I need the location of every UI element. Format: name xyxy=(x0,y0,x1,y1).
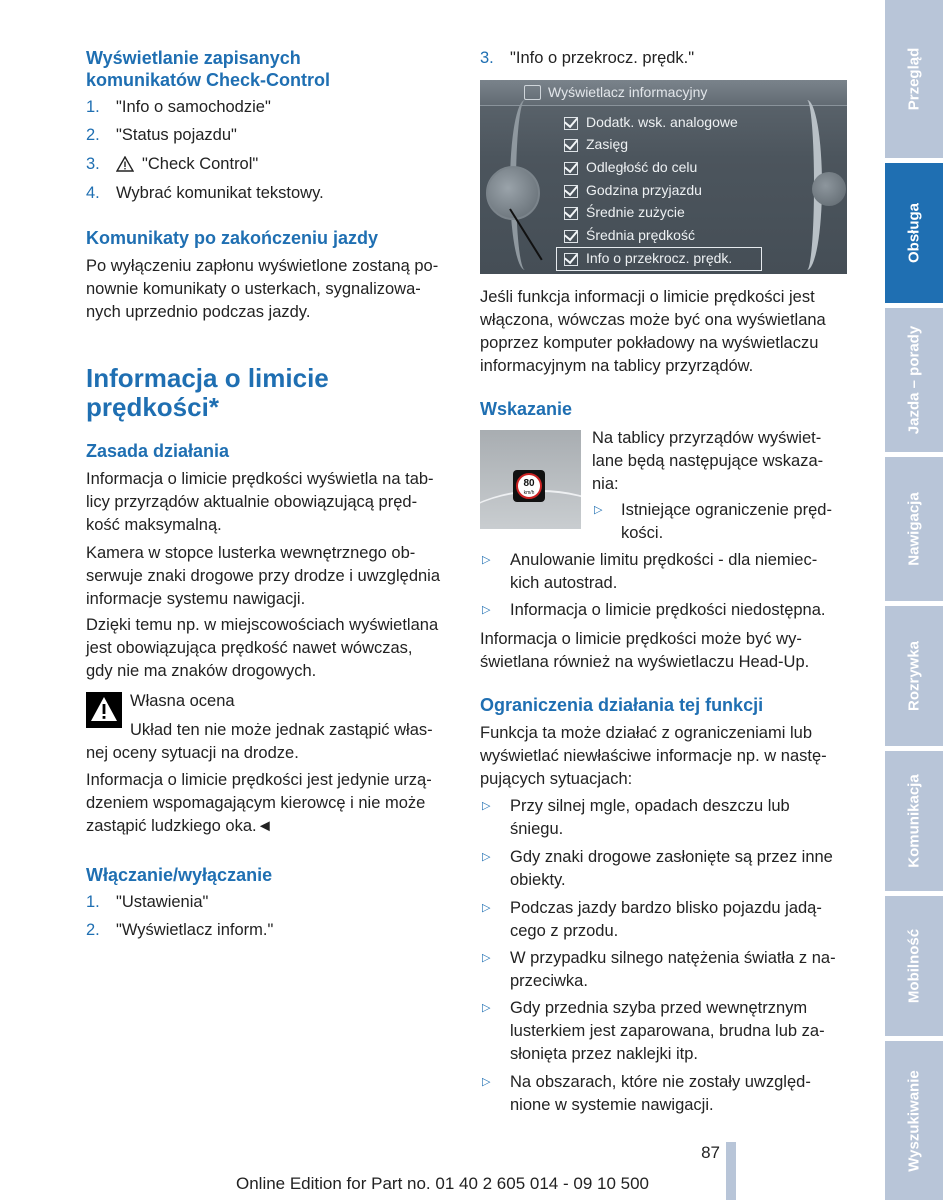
text-line: Gdy przednia szyba przed wewnętrznym xyxy=(510,999,808,1017)
text-line: Dzięki temu np. w miejscowościach wyświetlana xyxy=(86,616,439,634)
warning-title: Własna ocena xyxy=(130,692,235,710)
text-line: Informacja o limicie prędkości wyświetla na tab- xyxy=(86,470,434,488)
list-number: 2. xyxy=(86,921,100,939)
bullet-icon: ▷ xyxy=(482,902,491,914)
bullet-icon: ▷ xyxy=(482,1002,491,1014)
screen-menu-item: Godzina przyjazdu xyxy=(586,182,702,198)
text-line: zastąpić ludzkiego oka.◄ xyxy=(86,817,273,835)
text-line: wyświetlać niewłaściwe informacje np. w nastę- xyxy=(480,747,827,765)
list-text: Wybrać komunikat tekstowy. xyxy=(116,184,324,202)
heading-end-messages: Komunikaty po zakończeniu jazdy xyxy=(86,228,379,248)
text-line: Jeśli funkcja informacji o limicie prędkości jest xyxy=(480,288,815,306)
text-line: śniegu. xyxy=(510,820,564,838)
bullet-icon: ▷ xyxy=(482,800,491,812)
page-number: 87 xyxy=(701,1143,720,1162)
heading-check-control xyxy=(86,47,454,91)
text-line: gdy nie ma znaków drogowych. xyxy=(86,662,317,680)
text-line: serwuje znaki drogowe przy drodze i uwzględnia xyxy=(86,567,441,585)
checkbox-icon xyxy=(564,207,578,220)
screen-title: Wyświetlacz informacyjny xyxy=(548,84,708,100)
tab-label: Rozrywka xyxy=(905,640,923,712)
tab-przeglad[interactable] xyxy=(885,0,943,158)
text-line: Gdy znaki drogowe zasłonięte są przez inne xyxy=(510,848,833,866)
list-number: 4. xyxy=(86,184,100,202)
text-line: kich autostrad. xyxy=(510,574,618,592)
heading-limits: Ograniczenia działania tej funkcji xyxy=(480,695,764,715)
list-number: 3. xyxy=(86,155,100,173)
speed-limit-circle xyxy=(516,473,542,499)
text-line: kości. xyxy=(621,524,664,542)
text-line: W przypadku silnego natężenia światła z na- xyxy=(510,949,836,967)
speed-limit-display-image xyxy=(480,430,581,529)
tab-wyszukiwanie[interactable] xyxy=(885,1041,943,1200)
text-line: przeciwka. xyxy=(510,972,588,990)
text-line: Informacja o limicie prędkości niedostępna. xyxy=(510,601,826,619)
tab-rozrywka[interactable] xyxy=(885,606,943,746)
list-number: 3. xyxy=(480,49,494,67)
text-line: nia: xyxy=(592,475,619,493)
text-line: Kamera w stopce lusterka wewnętrznego ob- xyxy=(86,544,416,562)
section-title-line1: Informacja o limicie xyxy=(86,363,329,393)
checkbox-icon xyxy=(564,253,578,266)
list-text: "Wyświetlacz inform." xyxy=(116,921,274,939)
bullet-icon: ▷ xyxy=(482,851,491,863)
text-line: świetlana również na wyświetlaczu Head-Up. xyxy=(480,653,810,671)
text-line: cego z przodu. xyxy=(510,922,619,940)
speed-limit-sign-icon xyxy=(513,470,545,502)
text-line: informacje systemu nawigacji. xyxy=(86,590,306,608)
text-line: poprzez komputer pokładowy na wyświetlaczu xyxy=(480,334,819,352)
text-line: informacyjnym na tablicy przyrządów. xyxy=(480,357,754,375)
text-line: dzeniem wspomagającym kierowcę i nie może xyxy=(86,794,426,812)
text-line: pujących sytuacjach: xyxy=(480,770,633,788)
speed-limit-unit: km/h xyxy=(523,490,535,496)
checkbox-icon xyxy=(564,117,578,130)
list-text: "Info o samochodzie" xyxy=(116,98,271,116)
text-line: lusterkiem jest zaparowana, brudna lub za- xyxy=(510,1022,825,1040)
warning-icon xyxy=(86,692,122,728)
speed-limit-value: 80 xyxy=(523,478,535,489)
text-line: Na tablicy przyrządów wyświet- xyxy=(592,429,822,447)
bullet-icon: ▷ xyxy=(482,1076,491,1088)
info-display-screenshot xyxy=(480,80,847,274)
text-line: nownie komunikaty o usterkach, sygnalizowa- xyxy=(86,280,421,298)
heading-principle: Zasada działania xyxy=(86,441,230,461)
checkbox-icon xyxy=(564,230,578,243)
text-line: Przy silnej mgle, opadach deszczu lub xyxy=(510,797,790,815)
screen-menu-item: Średnie zużycie xyxy=(586,204,685,220)
screen-menu-item: Zasięg xyxy=(586,136,629,152)
checkbox-icon xyxy=(564,185,578,198)
text-line: Podczas jazdy bardzo blisko pojazdu jadą- xyxy=(510,899,822,917)
screen-title-bar xyxy=(480,80,847,106)
text-line: słonięta przez naklejki itp. xyxy=(510,1045,699,1063)
text-line: nione w systemie nawigacji. xyxy=(510,1096,714,1114)
tab-label: Przegląd xyxy=(905,47,923,111)
list-text: "Ustawienia" xyxy=(116,893,209,911)
text-line: nej oceny sytuacji na drodze. xyxy=(86,744,299,762)
list-text: "Status pojazdu" xyxy=(116,126,237,144)
tab-mobilnosc[interactable] xyxy=(885,896,943,1036)
tab-label: Jazda – porady xyxy=(905,325,923,435)
screen-menu-item: Średnia prędkość xyxy=(586,227,695,243)
tab-nawigacja[interactable] xyxy=(885,457,943,601)
tab-label: Obsługa xyxy=(905,202,923,264)
list-number: 1. xyxy=(86,98,100,116)
text-line: Istniejące ograniczenie pręd- xyxy=(621,501,832,519)
tab-label: Wyszukiwanie xyxy=(905,1069,923,1172)
tab-label: Nawigacja xyxy=(905,492,923,566)
bullet-icon: ▷ xyxy=(482,952,491,964)
screen-menu-item: Dodatk. wsk. analogowe xyxy=(586,114,738,130)
text-line: Na obszarach, które nie zostały uwzględ- xyxy=(510,1073,811,1091)
footer-edition: Online Edition for Part no. 01 40 2 605 014 - 09 10 500 xyxy=(235,1174,649,1193)
heading-check-control-line1: Wyświetlanie zapisanych xyxy=(86,48,301,68)
bullet-icon: ▷ xyxy=(594,504,603,516)
screen-menu-item: Odległość do celu xyxy=(586,159,698,175)
tab-obsluga[interactable] xyxy=(885,163,943,303)
heading-indication: Wskazanie xyxy=(480,399,573,419)
text-line: lane będą następujące wskaza- xyxy=(592,452,824,470)
section-title-line2: prędkości* xyxy=(86,392,219,422)
text-line: kość maksymalną. xyxy=(86,516,222,534)
text-line: Informacja o limicie prędkości może być wy- xyxy=(480,630,802,648)
bullet-icon: ▷ xyxy=(482,554,491,566)
bullet-icon: ▷ xyxy=(482,604,491,616)
text-line: Informacja o limicie prędkości jest jedynie urzą- xyxy=(86,771,432,789)
warning-triangle-icon xyxy=(116,156,134,177)
tab-jazda-porady[interactable] xyxy=(885,308,943,452)
list-number: 2. xyxy=(86,126,100,144)
text-line: Funkcja ta może działać z ograniczeniami lub xyxy=(480,724,812,742)
list-text: "Check Control" xyxy=(142,155,259,173)
text-line: Układ ten nie może jednak zastąpić włas- xyxy=(130,721,433,739)
screen-menu-item: Info o przekrocz. prędk. xyxy=(586,250,733,266)
checkbox-icon xyxy=(564,162,578,175)
heading-check-control-line2: komunikatów Check-Control xyxy=(86,70,331,90)
text-line: licy przyrządów aktualnie obowiązującą pręd- xyxy=(86,493,418,511)
tab-label: Komunikacja xyxy=(905,774,923,868)
text-line: włączona, wówczas może być ona wyświetlana xyxy=(480,311,826,329)
text-line: obiekty. xyxy=(510,871,566,889)
tab-komunikacja[interactable] xyxy=(885,751,943,891)
text-line: jest obowiązująca prędkość nawet wówczas, xyxy=(86,639,413,657)
list-number: 1. xyxy=(86,893,100,911)
text-line: Po wyłączeniu zapłonu wyświetlone zostaną po- xyxy=(86,257,439,275)
list-text: "Info o przekrocz. prędk." xyxy=(510,49,695,67)
controller-knob-icon xyxy=(812,172,846,206)
text-line: Anulowanie limitu prędkości - dla niemiec- xyxy=(510,551,818,569)
tab-label: Mobilność xyxy=(905,928,923,1004)
heading-onoff: Włączanie/wyłączanie xyxy=(86,865,273,885)
checkbox-icon xyxy=(564,139,578,152)
text-line: nych uprzednio podczas jazdy. xyxy=(86,303,311,321)
display-icon xyxy=(524,85,541,100)
